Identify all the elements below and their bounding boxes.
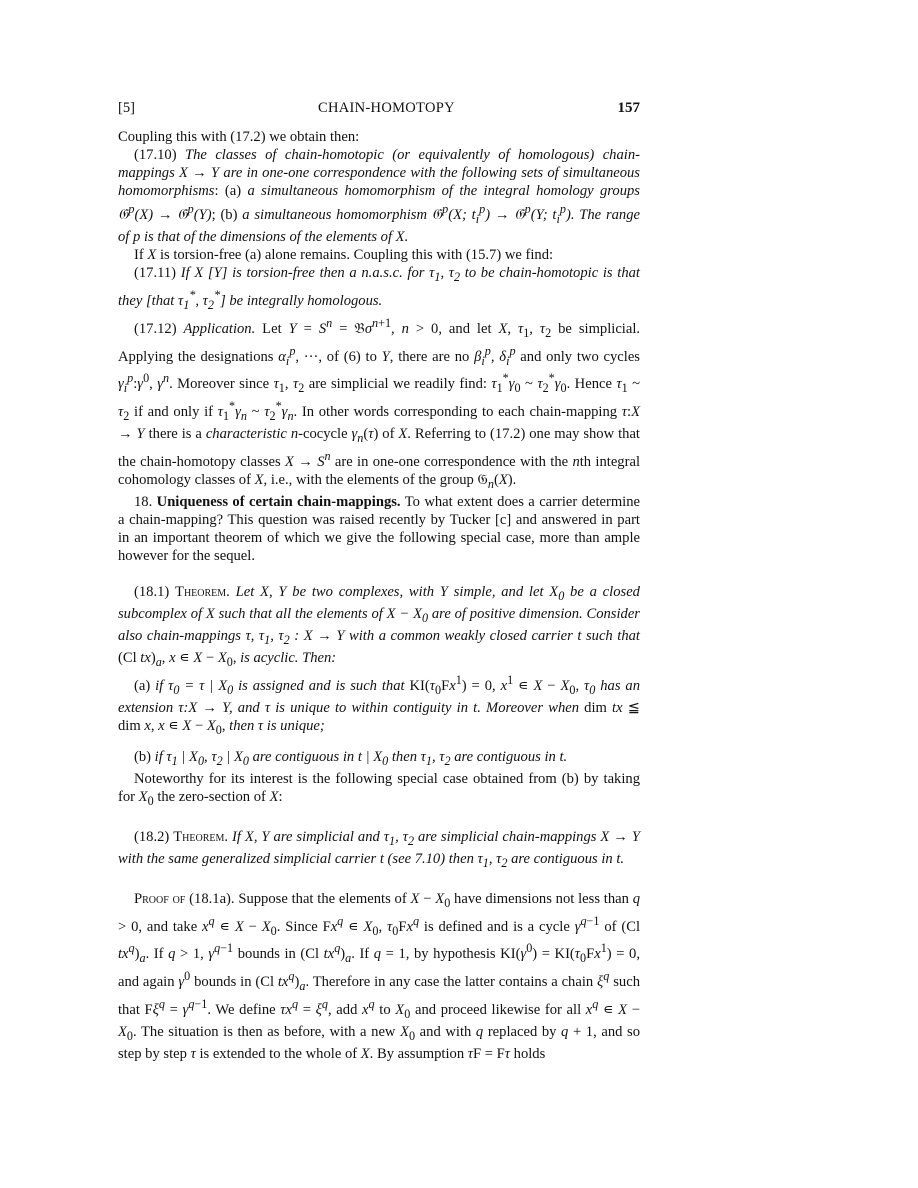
paragraph-p7: (18.1) Theorem. Let X, Y be two complexes, with Y simple, and let $X_0$ be a closed subcomplex of X such that all the elements of $X - X_0$ are of positive dimension. Consider also chain-mappings τ, $\tau_1$, $\tau_2$ : X → Y with a common weakly closed carrier t such that (Cl $tx)_a$, x ∊ $X - X_0$, is acyclic. Then: xyxy=(118,584,640,669)
paragraph-p6: 18. Uniqueness of certain chain-mappings. To what extent does a carrier determine a chain-mapping? This question was raised recently by Tucker [c] and answered in part in an important theorem of which we give the following special case, more than ample however for the sequel. xyxy=(118,493,641,565)
page-body xyxy=(118,128,640,1063)
page-number: 157 xyxy=(617,100,640,116)
paragraph-gap xyxy=(118,872,640,890)
paragraph-p2: (17.10) The classes of chain-homotopic (or equivalently of homologous) chain-mappings X → Y are in one-one correspondence with the following sets of simultaneous homomorphisms: (a) a simultaneous homomorphism of the integral homology groups 𝔊$^p$(X) → 𝔊$^p$(Y); (b) a simultaneous homomorphism 𝔊$^p$(X; $t_i^p$) → 𝔊$^p$(Y; $t_i^p$). The range of p is that of the dimensions of the elements of X. xyxy=(118,147,640,245)
paragraph-p12: Proof of (18.1a). Suppose that the elements of $X - X_0$ have dimensions not less than q > 0, and take $x^q$ ∊ $X - X_0$. Since Fx$^q$ ∊ $X_0$, $\tau_0Fx^q$ is defined and is a cycle $\gamma^{q-1}$ of (Cl $tx^q)_a$. If q > 1, $\gamma^{q-1}$ bounds in (Cl $tx^q)_a$. If q = 1, by hypothesis $KI(\gamma^0) = KI(\tau_0Fx^1) = 0$, and again $\gamma^0$ bounds in (Cl $tx^q)_a$. Therefore in any case the latter contains a chain $\xi^q$ such that $F\xi^q = \gamma^{q-1}$. We define $\tau x^q = \xi^q$, add $x^q$ to $X_0$ and proceed likewise for all $x^q$ ∊ $X - X_0$. The situation is then as before, with a new $X_0$ and with q replaced by q + 1, and so step by step τ is extended to the whole of X. By assumption τF = Fτ holds xyxy=(118,890,641,1062)
paragraph-gap xyxy=(118,565,640,583)
running-header xyxy=(118,94,640,118)
paragraph-p4: (17.11) If X [Y] is torsion-free then a n.a.s.c. for $\tau_1$, $\tau_2$ to be chain-homotopic is that they [that $\tau_1^*$, $\tau_2^*$] be integrally homologous. xyxy=(118,265,640,312)
paragraph-p8: (a) if $\tau_0 = \tau$ | $X_0$ is assigned and is such that $KI(\tau_0Fx^1) = 0$, $x^1$ ∊ $X - X_0$, $\tau_0$ has an extension τ:X → Y, and τ is unique to within contiguity in t. Moreover when dim tx ≦ dim x, x ∊ $X - X_0$, then τ is unique; xyxy=(118,672,641,737)
paragraph-gap xyxy=(118,810,640,828)
paragraph-p5: (17.12) Application. Let $Y = S^n$ = 𝔅σ$^{n+1}$, n > 0, and let X, $\tau_1$, $\tau_2$ be simplicial. Applying the designations $\alpha_i^p$, ···, of (6) to Y, there are no $\beta_i^p$, $\delta_i^p$ and only two cycles $\gamma_i^p:\gamma^0$, $\gamma^n$. Moreover since $\tau_1$, $\tau_2$ are simplicial we readily find: $\tau_1^*\gamma_0$ ~ $\tau_2^*\gamma_0$. Hence $\tau_1$ ~ $\tau_2$ if and only if $\tau_1^*\gamma_n$ ~ $\tau_2^*\gamma_n$. In other words corresponding to each chain-mapping τ:X → Y there is a characteristic n-cocycle $\gamma_n(\tau)$ of X. Referring to (17.2) one may show that the chain-homotopy classes $X \to S^n$ are in one-one correspondence with the nth integral cohomology classes of X, i.e., with the elements of the group 𝔊$_n$(X). xyxy=(118,315,641,491)
section-marker: [5] xyxy=(118,100,135,116)
paragraph-p1: Coupling this with (17.2) we obtain then: xyxy=(118,129,360,145)
paragraph-p11: (18.2) Theorem. If X, Y are simplicial and $\tau_1$, $\tau_2$ are simplicial chain-mappings X → Y with the same generalized simplicial carrier t (see 7.10) then $\tau_1$, $\tau_2$ are contiguous in t. xyxy=(118,828,640,870)
paragraph-p3: If X is torsion-free (a) alone remains. Coupling this with (15.7) we find: xyxy=(134,247,554,264)
paragraph-p9: (b) if $\tau_1$ | $X_0$, $\tau_2$ | $X_0$ are contiguous in t | $X_0$ then $\tau_1$, $\tau_2$ are contiguous in t. xyxy=(134,748,568,768)
paragraph-gap xyxy=(118,739,640,748)
book-page xyxy=(118,94,640,1063)
running-title: CHAIN-HOMOTOPY xyxy=(318,100,455,116)
paragraph-p10: Noteworthy for its interest is the following special case obtained from (b) by taking for $X_0$ the zero-section of X: xyxy=(118,770,640,808)
